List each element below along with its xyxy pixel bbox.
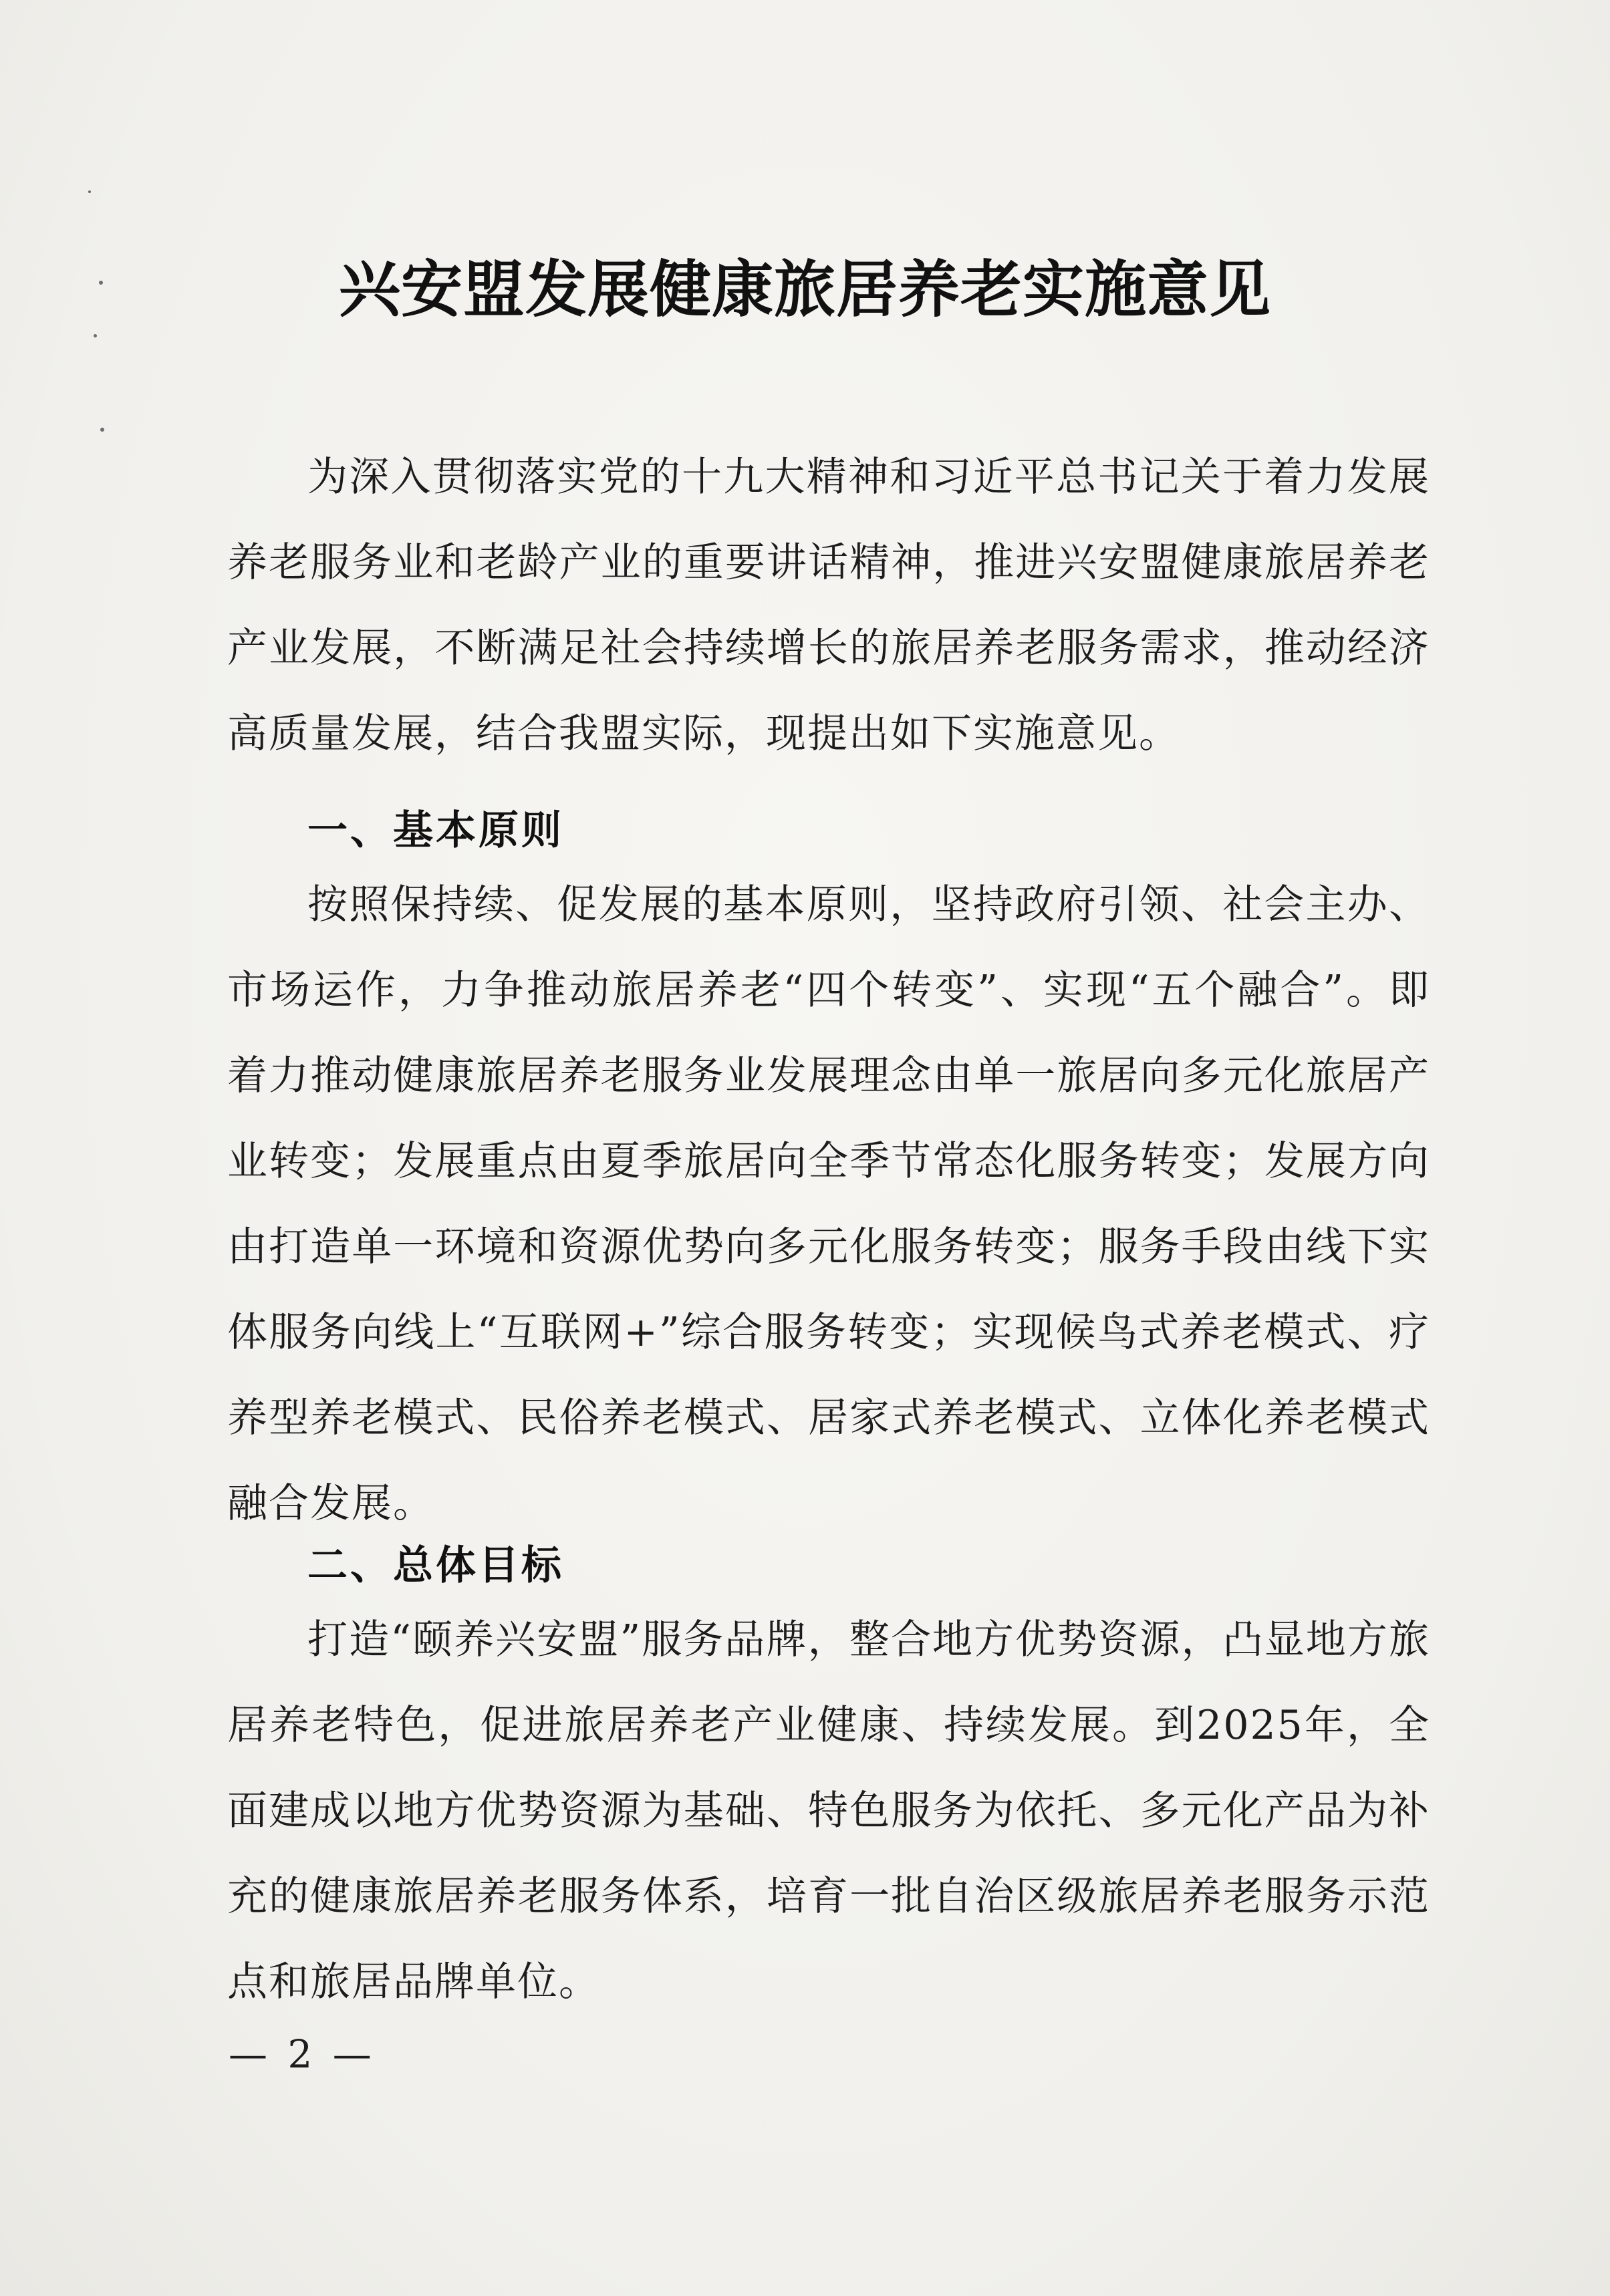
scan-speck <box>88 190 91 193</box>
scan-speck <box>94 334 97 337</box>
section-heading-principles: 一、基本原则 <box>307 807 564 854</box>
principles-paragraph: 按照保持续、促发展的基本原则，坚持政府引领、社会主办、市场运作，力争推动旅居养老“四个转变”、实现“五个融合”。即着力推动健康旅居养老服务业发展理念由单一旅居向多元化旅居产业转变；发展重点由夏季旅居向全季节常态化服务转变；发展方向由打造单一环境和资源优势向多元化服务转变；服务手段由线下实体服务向线上“互联网+”综合服务转变；实现候鸟式养老模式、疗养型养老模式、民俗养老模式、居家式养老模式、立体化养老模式融合发展。 <box>227 881 1430 1527</box>
scan-speck <box>100 428 104 432</box>
goals-paragraph: 打造“颐养兴安盟”服务品牌，整合地方优势资源，凸显地方旅居养老特色，促进旅居养老产业健康、持续发展。到2025年，全面建成以地方优势资源为基础、特色服务为依托、多元化产品为补充的健康旅居养老服务体系，培育一批自治区级旅居养老服务示范点和旅居品牌单位。 <box>227 1616 1430 2005</box>
section-heading-goals: 二、总体目标 <box>307 1542 564 1589</box>
document-title: 兴安盟发展健康旅居养老实施意见 <box>338 254 1271 325</box>
intro-paragraph: 为深入贯彻落实党的十九大精神和习近平总书记关于着力发展养老服务业和老龄产业的重要讲话精神，推进兴安盟健康旅居养老产业发展，不断满足社会持续增长的旅居养老服务需求，推动经济高质量发展，结合我盟实际，现提出如下实施意见。 <box>227 454 1430 757</box>
page-number: — 2 — <box>229 2031 376 2077</box>
